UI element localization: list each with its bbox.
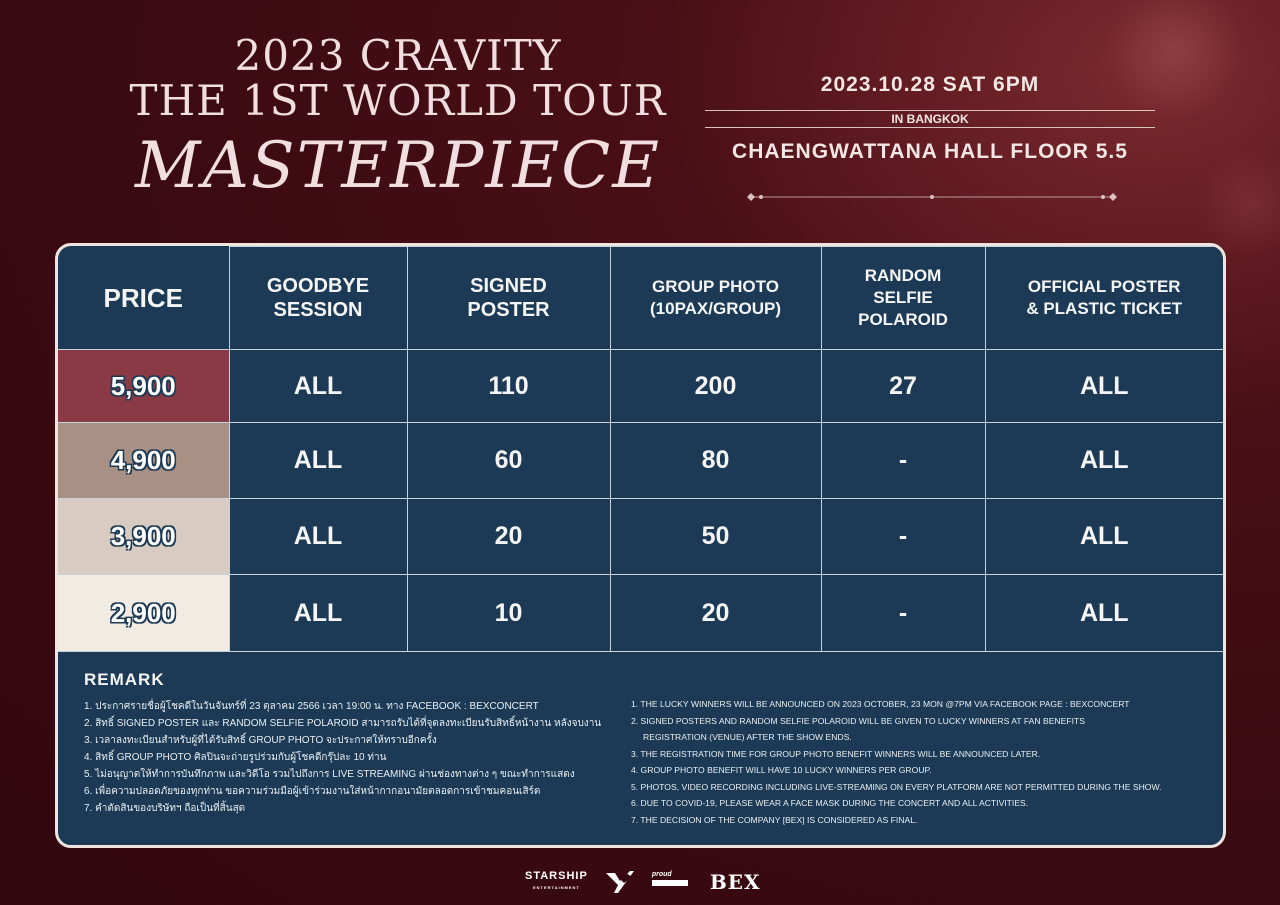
remark-english-item: REGISTRATION (VENUE) AFTER THE SHOW ENDS. [643,732,852,742]
remark-thai-list [84,698,624,817]
remark-thai-item: 6. เพื่อความปลอดภัยของทุกท่าน ขอความร่วมมือผู้เข้าร่วมงานใส่หน้ากากอนามัยตลอดการเข้าชมคอนเสิร์ต [84,786,541,797]
table-cell: 50 [610,499,821,575]
table-cell: ALL [985,499,1223,575]
decorative-divider [747,193,1117,201]
benefits-panel [55,243,1226,848]
table-cell: - [821,575,985,652]
remark-thai-item: 3. เวลาลงทะเบียนสำหรับผู้ที่ได้รับสิทธิ์ GROUP PHOTO จะประกาศให้ทราบอีกครั้ง [84,735,437,746]
header-signed-poster: SIGNED POSTER [407,247,610,350]
starship-logo [525,871,588,893]
remark-english-list [631,696,1221,828]
header-group-photo: GROUP PHOTO (10PAX/GROUP) [610,247,821,350]
price-cell: 5,900 [58,350,229,423]
event-date: 2023.10.28 SAT 6PM [820,73,1040,96]
table-cell: ALL [229,575,407,652]
event-venue: CHAENGWATTANA HALL FLOOR 5.5 [732,140,1128,163]
title-masterpiece-logo: MASTERPIECE [135,129,661,203]
tour-title [118,31,678,206]
event-info [705,70,1155,164]
table-cell: 20 [407,499,610,575]
price-cell: 2,900 [58,575,229,652]
table-cell: 20 [610,575,821,652]
bex-logo: BEX [709,870,761,894]
table-cell: 110 [407,350,610,423]
price-cell: 4,900 [58,423,229,499]
remark-thai-item: 4. สิทธิ์ GROUP PHOTO ศิลปินจะถ่ายรูปร่วมกับผู้โชคดีกรุ๊ปละ 10 ท่าน [84,752,387,763]
table-cell: ALL [229,499,407,575]
table-cell: 80 [610,423,821,499]
table-cell: ALL [229,350,407,423]
table-row [58,499,1223,575]
remark-thai-item: 5. ไม่อนุญาตให้ทำการบันทึกภาพ และวิดีโอ รวมไปถึงการ LIVE STREAMING ผ่านช่องทางต่าง ๆ ขณะทำการแสดง [84,769,575,780]
city-rule [705,110,1155,128]
remark-english-item: 1. THE LUCKY WINNERS WILL BE ANNOUNCED ON 2023 OCTOBER, 23 MON @7PM VIA FACEBOOK PAGE : BEXCONCERT [631,699,1130,709]
table-cell: ALL [985,350,1223,423]
remark-english-item: 5. PHOTOS, VIDEO RECORDING INCLUDING LIVE-STREAMING ON EVERY PLATFORM ARE NOT PERMITTED DURING THE SHOW. [631,781,1162,792]
table-cell: ALL [229,423,407,499]
title-line-1: 2023 CRAVITY [234,31,562,80]
proud-logo [652,871,692,893]
remark-english-item: 4. GROUP PHOTO BENEFIT WILL HAVE 10 LUCKY WINNERS PER GROUP. [631,765,932,775]
table-row [58,423,1223,499]
remark-thai-item: 7. คำตัดสินของบริษัทฯ ถือเป็นที่สิ้นสุด [84,803,246,814]
remark-thai-item: 1. ประกาศรายชื่อผู้โชคดีในวันจันทร์ที่ 23 ตุลาคม 2566 เวลา 19:00 น. ทาง FACEBOOK : BEXCONCERT [84,701,539,712]
table-cell: ALL [985,575,1223,652]
remark-english-item: 6. DUE TO COVID-19, PLEASE WEAR A FACE MASK DURING THE CONCERT AND ALL ACTIVITIES. [631,798,1029,808]
header-goodbye-session: GOODBYE SESSION [229,247,407,350]
table-row [58,575,1223,652]
header-official-poster: OFFICIAL POSTER & PLASTIC TICKET [985,247,1223,350]
header-price: PRICE [58,247,229,350]
price-cell: 3,900 [58,499,229,575]
table-cell: 200 [610,350,821,423]
table-cell: 27 [821,350,985,423]
benefits-table [58,246,1223,652]
table-header-row [58,247,1223,350]
remark-english-item: 3. THE REGISTRATION TIME FOR GROUP PHOTO BENEFIT WINNERS WILL BE ANNOUNCED LATER. [631,748,1041,759]
sponsor-logos [525,870,765,894]
event-city: IN BANGKOK [891,112,969,126]
table-cell: ALL [985,423,1223,499]
starship-logo-subtext: ENTERTAINMENT [532,885,580,890]
table-cell: - [821,423,985,499]
proud-logo-text: proud [651,871,672,878]
starship-logo-text: STARSHIP [525,870,588,882]
table-cell: 10 [407,575,610,652]
header-random-selfie-polaroid: RANDOM SELFIE POLAROID [821,247,985,350]
remark-thai-item: 2. สิทธิ์ SIGNED POSTER และ RANDOM SELFIE POLAROID สามารถรับได้ที่จุดลงทะเบียนรับสิทธิ์หน้างาน หลังจบงาน [84,718,602,729]
yue-hua-logo-icon [606,871,634,893]
table-cell: - [821,499,985,575]
table-row [58,350,1223,423]
remark-title: REMARK [84,670,165,689]
table-cell: 60 [407,423,610,499]
remark-english-item: 2. SIGNED POSTERS AND RANDOM SELFIE POLAROID WILL BE GIVEN TO LUCKY WINNERS AT FAN BENEFITS [631,715,1085,726]
remark-english-item: 7. THE DECISION OF THE COMPANY [BEX] IS CONSIDERED AS FINAL. [631,814,918,825]
title-line-2: THE 1ST WORLD TOUR [129,76,667,125]
